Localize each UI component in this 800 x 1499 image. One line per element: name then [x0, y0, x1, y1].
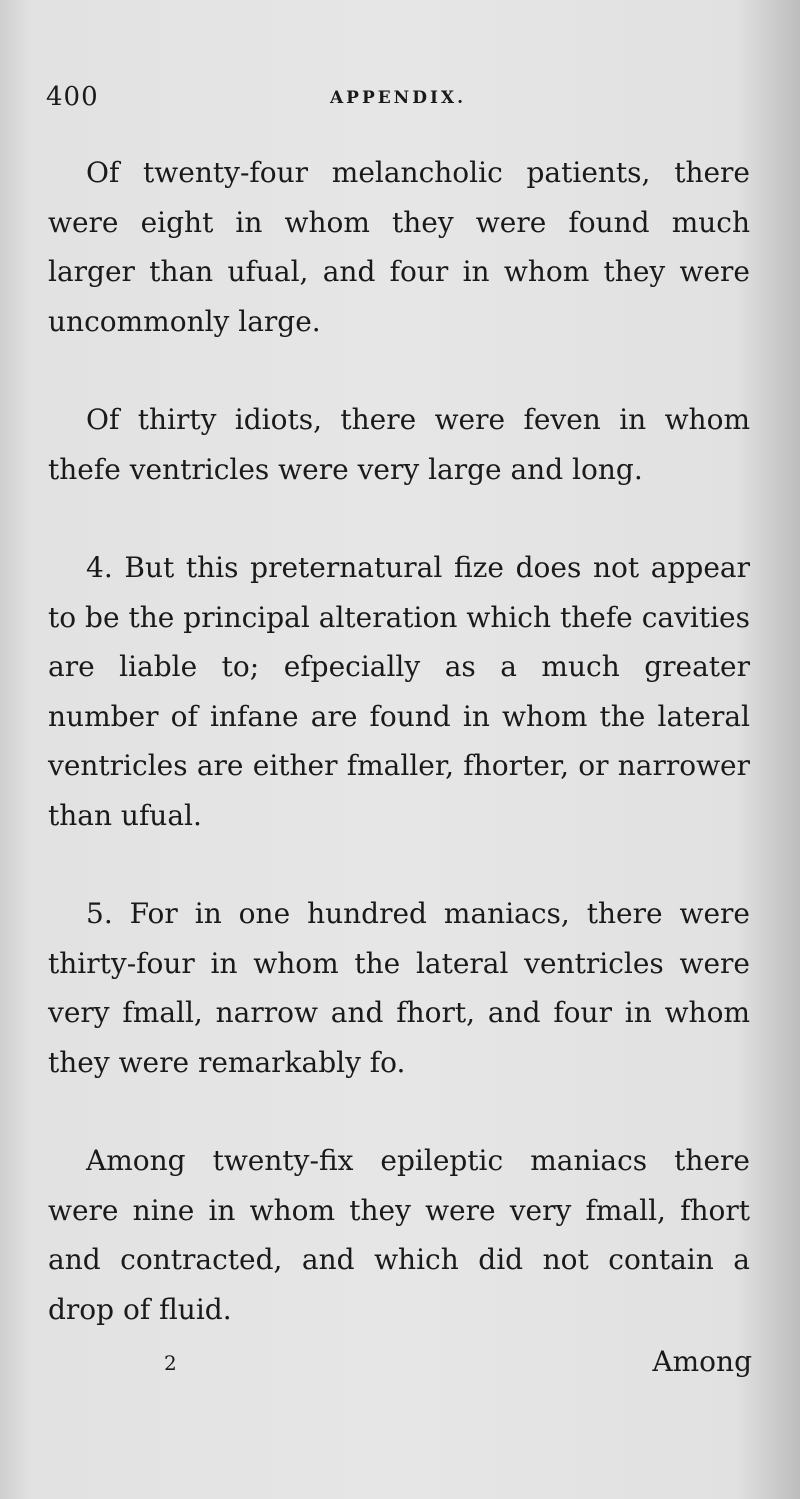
paragraph-idiots: Of thirty idiots, there were feven in whom thefe ventricles were very large and long. [48, 403, 750, 486]
paragraph-gap [48, 494, 750, 543]
signature-mark: 2 [164, 1351, 177, 1375]
page-footer [48, 1345, 752, 1395]
page-number: 400 [46, 82, 99, 112]
catchword: Among [652, 1345, 752, 1378]
paragraph-epileptic: Among twenty-fix epileptic maniacs there were nine in whom they were very fmall, fhort and contracted, and which did not contain a drop of fluid. [48, 1144, 750, 1326]
body-text [48, 148, 750, 1334]
paragraph-gap [48, 346, 750, 395]
page-header [46, 82, 750, 122]
paragraph-melancholic: Of twenty-four melancholic patients, there were eight in whom they were found much larger than ufual, and four in whom they were uncommonly large. [48, 156, 750, 338]
running-head: APPENDIX. [329, 88, 467, 108]
paragraph-gap [48, 840, 750, 889]
paragraph-gap [48, 1087, 750, 1136]
paragraph-section-4: 4. But this preternatural fize does not appear to be the principal alteration which thefe cavities are liable to; efpecially as a much greater number of infane are found in whom the lateral ventricles are either fmaller, fhorter, or narrower than ufual. [48, 551, 750, 832]
paragraph-section-5: 5. For in one hundred maniacs, there were thirty-four in whom the lateral ventricles were very fmall, narrow and fhort, and four in whom they were remarkably fo. [48, 897, 750, 1079]
